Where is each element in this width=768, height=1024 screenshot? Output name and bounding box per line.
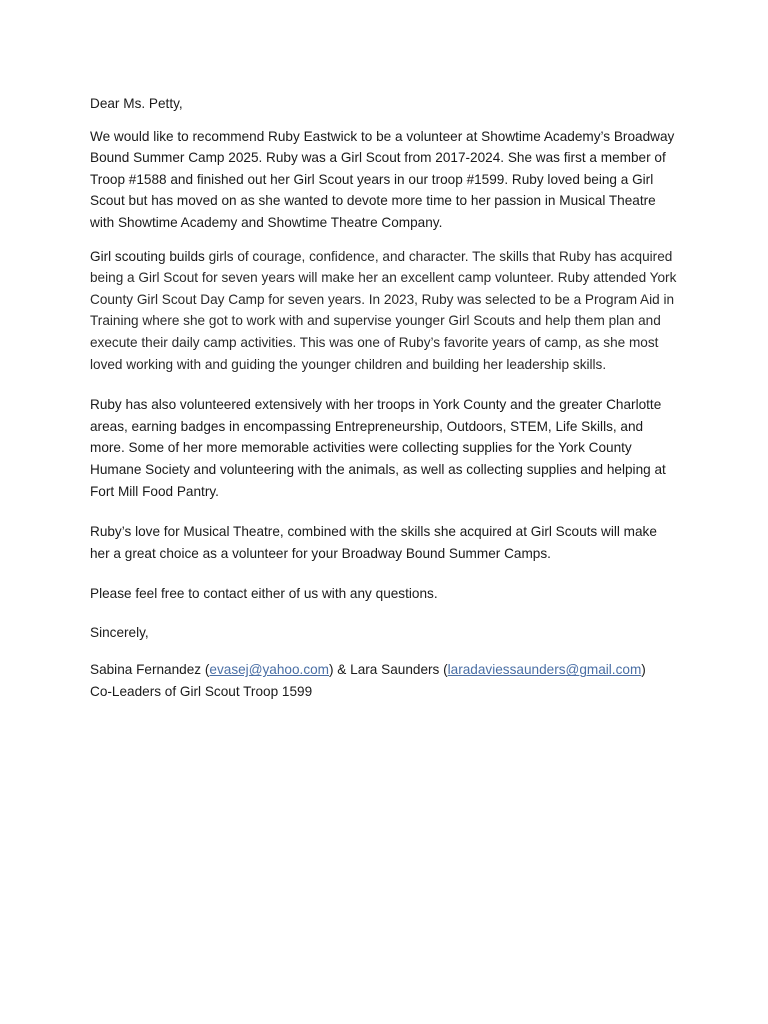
signer2-name: & Lara Saunders ( xyxy=(333,662,448,678)
paragraph-girl-scouting-rest: girls of courage, confidence, and character. The skills that Ruby has acquired being a Girl Scout for seven years will make her an excellent camp volunteer. Ruby attended York County Girl Scout Day Camp for seven years. In 2023, Ruby was selected to be a Program Aid in Training where she got to work with and supervise younger Girl Scouts and help them plan and execute their daily camp activities. This was one of Ruby’s favorite years of camp, as she most loved working with and guiding the younger children and building her leadership skills. xyxy=(90,248,677,372)
closing: Sincerely, xyxy=(90,624,149,640)
paragraph-contact: Please feel free to contact either of us with any questions. xyxy=(90,586,438,602)
paragraph-volunteering: Ruby has also volunteered extensively with her troops in York County and the greater Charlotte areas, earning badges in encompassing Entrepreneurship, Outdoors, STEM, Life Skills, and more. Some of her more memorable activities were collecting supplies for the York County Humane Society and volunteering with the animals, as well as collecting supplies and helping at Fort Mill Food Pantry. xyxy=(90,397,666,499)
paragraph-recommendation: We would like to recommend Ruby Eastwick to be a volunteer at Showtime Academy’s Broadway Bound Summer Camp 2025. Ruby was a Girl Scout from 2017-2024. She was first a member of Troop #1588 and finished out her Girl Scout years in our troop #1599. Ruby loved being a Girl Scout but has moved on as she wanted to devote more time to her passion in Musical Theatre with Showtime Academy and Showtime Theatre Company. xyxy=(90,128,675,230)
paragraph-girl-scouting xyxy=(90,246,678,376)
signer1-paren-close: ) xyxy=(329,662,334,678)
signers-role: Co-Leaders of Girl Scout Troop 1599 xyxy=(90,684,313,700)
paragraph-girl-scouting-lead: Girl scouting builds xyxy=(90,248,205,264)
signer2-email-link[interactable]: laradaviessaunders@gmail.com xyxy=(447,662,642,678)
signer1-email-link[interactable]: evasej@yahoo.com xyxy=(209,662,329,678)
signers-line xyxy=(90,659,678,681)
signer2-paren-close: ) xyxy=(641,662,646,678)
signer1-name: Sabina Fernandez ( xyxy=(90,662,210,678)
greeting: Dear Ms. Petty, xyxy=(90,96,183,111)
paragraph-musical-theatre: Ruby’s love for Musical Theatre, combined with the skills she acquired at Girl Scouts will make her a great choice as a volunteer for your Broadway Bound Summer Camps. xyxy=(90,524,657,561)
